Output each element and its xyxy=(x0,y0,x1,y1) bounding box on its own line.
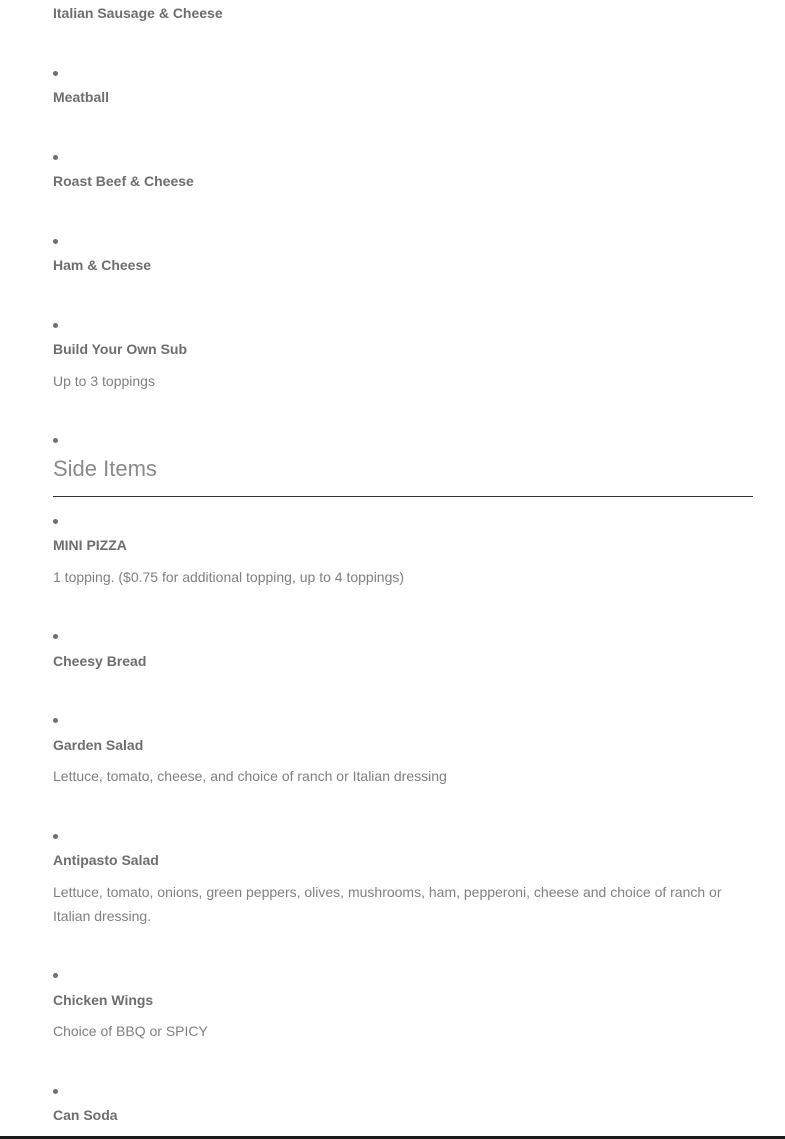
menu-item-name: Antipasto Salad xyxy=(53,852,159,868)
list-bullet xyxy=(53,519,58,524)
list-bullet xyxy=(53,973,58,978)
menu-item-name: Can Soda xyxy=(53,1107,118,1123)
menu-item-name: Ham & Cheese xyxy=(53,257,152,273)
menu-item-description: 1 topping. ($0.75 for additional topping, up to 4 toppings) xyxy=(53,569,405,585)
menu-item-name: Meatball xyxy=(53,89,110,105)
menu-item-description: Up to 3 toppings xyxy=(53,373,155,389)
list-bullet xyxy=(53,718,58,723)
list-bullet xyxy=(53,323,58,328)
menu-item-name: Chicken Wings xyxy=(53,992,154,1008)
list-bullet xyxy=(53,634,58,639)
section-divider xyxy=(53,496,753,497)
list-bullet xyxy=(53,239,58,244)
menu-item-description: Lettuce, tomato, cheese, and choice of ranch or Italian dressing xyxy=(53,768,447,784)
menu-item-name: MINI PIZZA xyxy=(53,537,127,553)
menu-item-description: Choice of BBQ or SPICY xyxy=(53,1023,208,1039)
list-bullet xyxy=(53,834,58,839)
section-title: Side Items xyxy=(53,456,157,481)
list-bullet xyxy=(53,1089,58,1094)
list-bullet xyxy=(53,71,58,76)
menu-item-name: Italian Sausage & Cheese xyxy=(53,5,223,21)
list-bullet xyxy=(53,155,58,160)
menu-item-name: Build Your Own Sub xyxy=(53,341,188,357)
menu-item-name: Roast Beef & Cheese xyxy=(53,173,194,189)
menu-item-name: Garden Salad xyxy=(53,737,144,753)
menu-item-name: Cheesy Bread xyxy=(53,653,147,669)
menu-item-description: Lettuce, tomato, onions, green peppers, olives, mushrooms, ham, pepperoni, cheese and choice of ranch or Italian dressing. xyxy=(53,884,722,924)
list-bullet xyxy=(53,438,58,443)
